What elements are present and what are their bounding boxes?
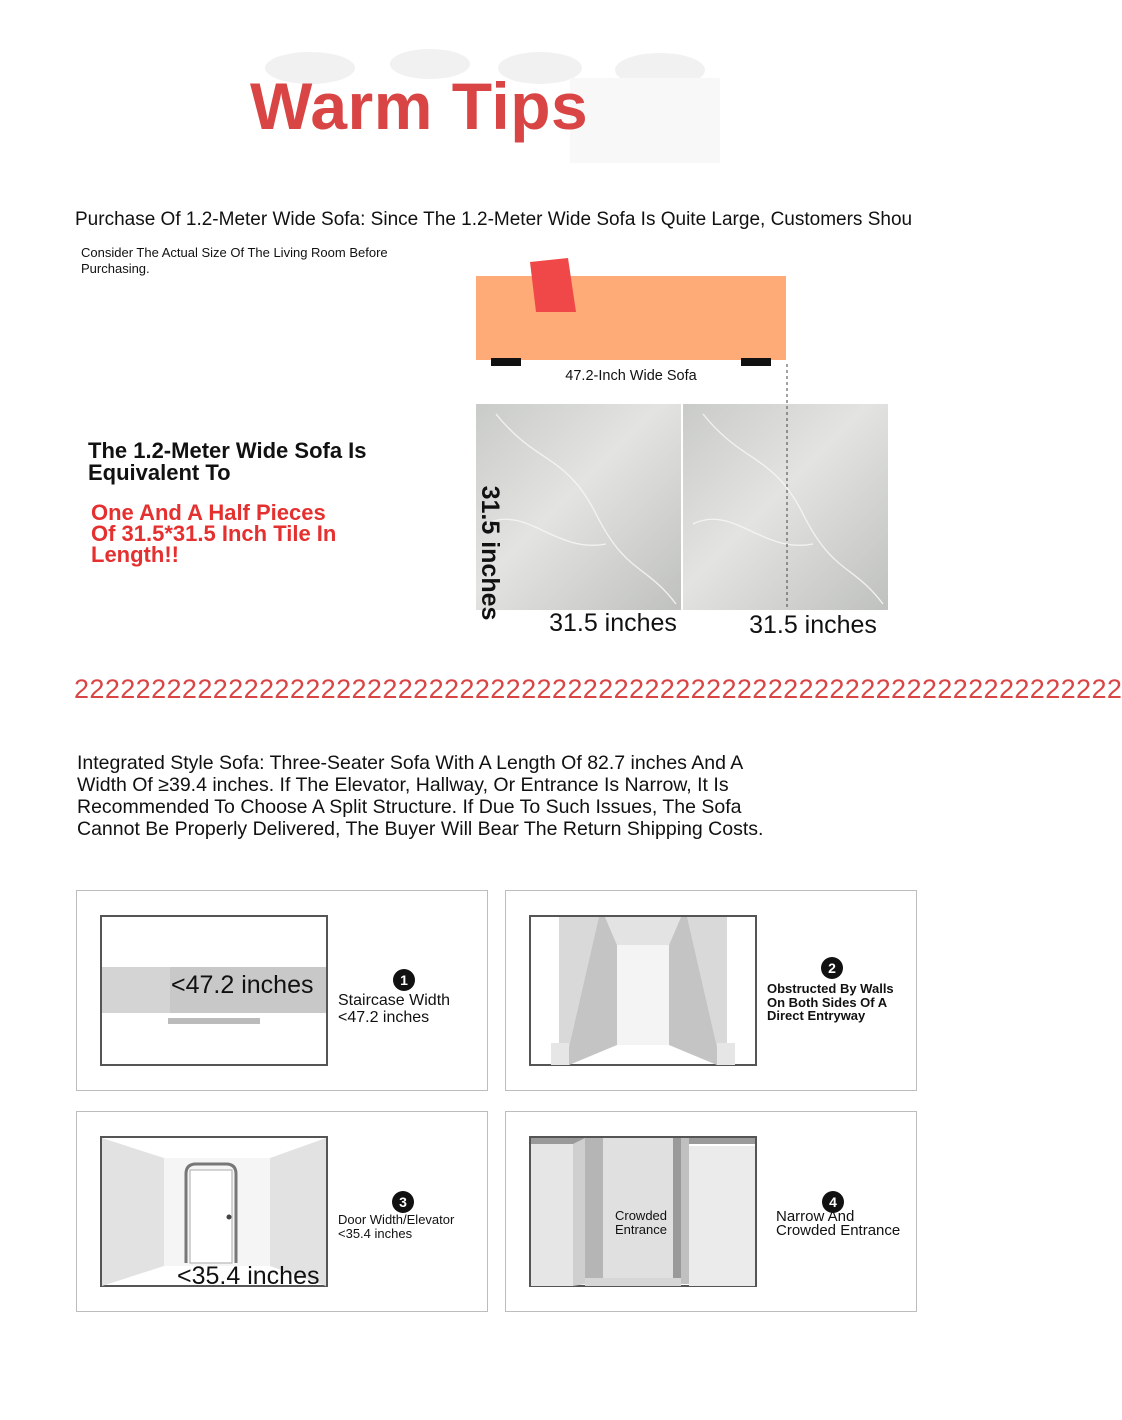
tile-right (683, 404, 888, 610)
number-badge-2: 2 (821, 957, 843, 979)
sofa-foot-right (741, 358, 771, 366)
sofa-body (476, 276, 786, 360)
card-entryway (505, 890, 917, 1091)
sofa-illustration (476, 258, 788, 370)
sofa-cushion (530, 258, 576, 312)
staircase-image-label: <47.2 inches (171, 971, 314, 999)
crowded-image-label: Crowded Entrance (614, 1208, 668, 1237)
staircase-caption: Staircase Width <47.2 inches (338, 992, 451, 1026)
number-badge-4: 4 (822, 1191, 844, 1213)
marble-tiles (476, 404, 888, 610)
tile-width-label-1: 31.5 inches (549, 609, 677, 637)
entryway-caption: Obstructed By Walls On Both Sides Of A Direct Entryway (767, 981, 894, 1023)
door-caption: Door Width/Elevator <35.4 inches (338, 1212, 455, 1241)
number-badge-3: 3 (392, 1191, 414, 1213)
emphasis-text: One And A Half Pieces Of 31.5*31.5 Inch Tile In Length!! (91, 500, 337, 567)
tile-left (476, 404, 681, 610)
number-badge-1: 1 (393, 969, 415, 991)
door-image-label: <35.4 inches (177, 1262, 320, 1290)
integrated-sofa-paragraph: Integrated Style Sofa: Three-Seater Sofa With A Length Of 82.7 inches And A Width Of ≥39.4 inches. If The Elevator, Hallway, Or Entrance Is Narrow, It Is Recommended To Choose A Split Structure. If Due To Such Issues, The Sofa Cannot Be Properly Delivered, The Buyer Will Bear The Return Shipping Costs. (77, 752, 764, 840)
section-divider: 22222222222222222222222222222222222222222222222222222222222222222222 (74, 674, 1122, 704)
card-door-width (76, 1111, 488, 1312)
tile-width-label-2: 31.5 inches (749, 611, 877, 639)
sofa-foot-left (491, 358, 521, 366)
card-staircase (76, 890, 488, 1091)
page-title: Warm Tips (250, 69, 589, 143)
sofa-intro-continued: Consider The Actual Size Of The Living Room Before Purchasing. (81, 245, 388, 276)
sofa-intro-text: Purchase Of 1.2-Meter Wide Sofa: Since The 1.2-Meter Wide Sofa Is Quite Large, Customers Shou (75, 209, 913, 230)
equivalent-text: The 1.2-Meter Wide Sofa Is Equivalent To (88, 438, 367, 485)
tile-height-label: 31.5 inches (476, 485, 504, 621)
entryway-illustration (529, 915, 757, 1066)
card-crowded-entrance (505, 1111, 917, 1312)
sofa-width-label: 47.2-Inch Wide Sofa (565, 368, 697, 384)
crowded-caption: Narrow And Crowded Entrance (776, 1208, 901, 1239)
